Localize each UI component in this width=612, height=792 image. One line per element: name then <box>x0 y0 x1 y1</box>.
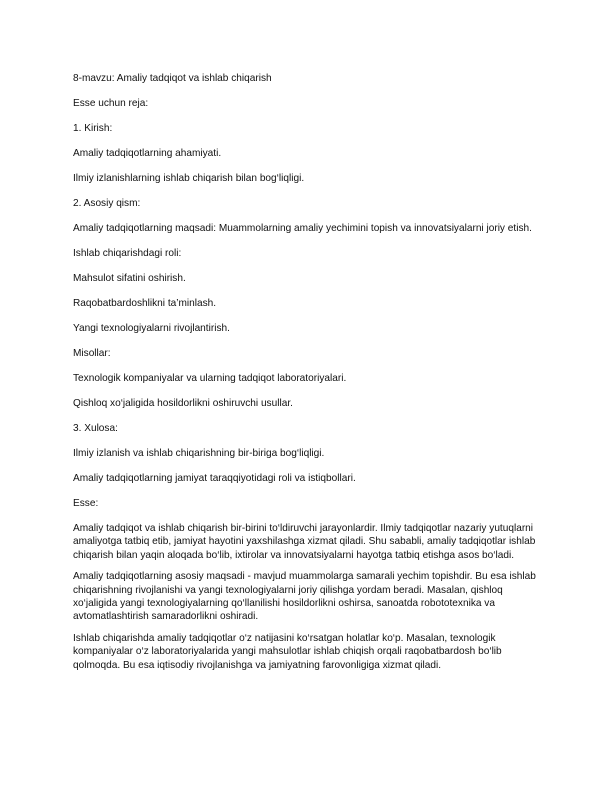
outline-item: Mahsulot sifatini oshirish. <box>73 273 186 284</box>
outline-item: Texnologik kompaniyalar va ularning tadqiqot laboratoriyalari. <box>73 373 347 384</box>
essay-heading: Esse: <box>73 498 99 509</box>
outline-item: Misollar: <box>73 348 111 359</box>
outline-item: 2. Asosiy qism: <box>73 198 141 209</box>
outline-heading: Esse uchun reja: <box>73 98 149 109</box>
outline-item: Amaliy tadqiqotlarning jamiyat taraqqiyotidagi roli va istiqbollari. <box>73 473 356 484</box>
outline-item: Amaliy tadqiqotlarning ahamiyati. <box>73 148 222 159</box>
outline-item: Yangi texnologiyalarni rivojlantirish. <box>73 323 230 334</box>
outline-item: Ilmiy izlanish va ishlab chiqarishning bir-biriga bog‘liqligi. <box>73 448 325 459</box>
outline-item: Amaliy tadqiqotlarning maqsadi: Muammolarning amaliy yechimini topish va innovatsiyalarni joriy etish. <box>73 223 532 234</box>
outline-item: Ilmiy izlanishlarning ishlab chiqarish bilan bog‘liqligi. <box>73 173 305 184</box>
document-title: 8-mavzu: Amaliy tadqiqot va ishlab chiqarish <box>73 73 272 84</box>
outline-item: 1. Kirish: <box>73 123 113 134</box>
document-body <box>73 72 548 680</box>
outline-item: Ishlab chiqarishdagi roli: <box>73 248 182 259</box>
essay-paragraph: Amaliy tadqiqotlarning asosiy maqsadi - mavjud muammolarga samarali yechim topishdir. Bu esa ishlab chiqarishning rivojlanishi va yangi texnologiyalarni joriy qilishga yordam beradi. Masalan, qishloq xo‘jaligida yangi texnologiyalarning qo‘llanilishi hosildorlikni oshirsa, sanoatda robototexnika va avtomatlashtirish samaradorlikni oshiradi. <box>73 571 536 623</box>
essay-paragraph: Amaliy tadqiqot va ishlab chiqarish bir-birini to‘ldiruvchi jarayonlardir. Ilmiy tadqiqotlar nazariy yutuqlarni amaliyotga tatbiq etib, jamiyat hayotini yaxshilashga xizmat qiladi. Shu sababli, amaliy tadqiqotlar ishlab chiqarish bilan yaqin aloqada bo‘lib, ixtirolar va innovatsiyalarni hayotga tatbiq etishga asos bo‘ladi. <box>73 523 536 561</box>
outline-item: 3. Xulosa: <box>73 423 118 434</box>
outline-item: Raqobatbardoshlikni ta’minlash. <box>73 298 217 309</box>
outline-item: Qishloq xo‘jaligida hosildorlikni oshiruvchi usullar. <box>73 398 293 409</box>
essay-paragraph: Ishlab chiqarishda amaliy tadqiqotlar o‘z natijasini ko‘rsatgan holatlar ko‘p. Masalan, texnologik kompaniyalar o‘z laboratoriyalarida yangi mahsulotlar ishlab chiqish orqali raqobatbardosh bo‘lib qolmoqda. Bu esa iqtisodiy rivojlanishga va jamiyatning farovonligiga xizmat qiladi. <box>73 632 502 671</box>
